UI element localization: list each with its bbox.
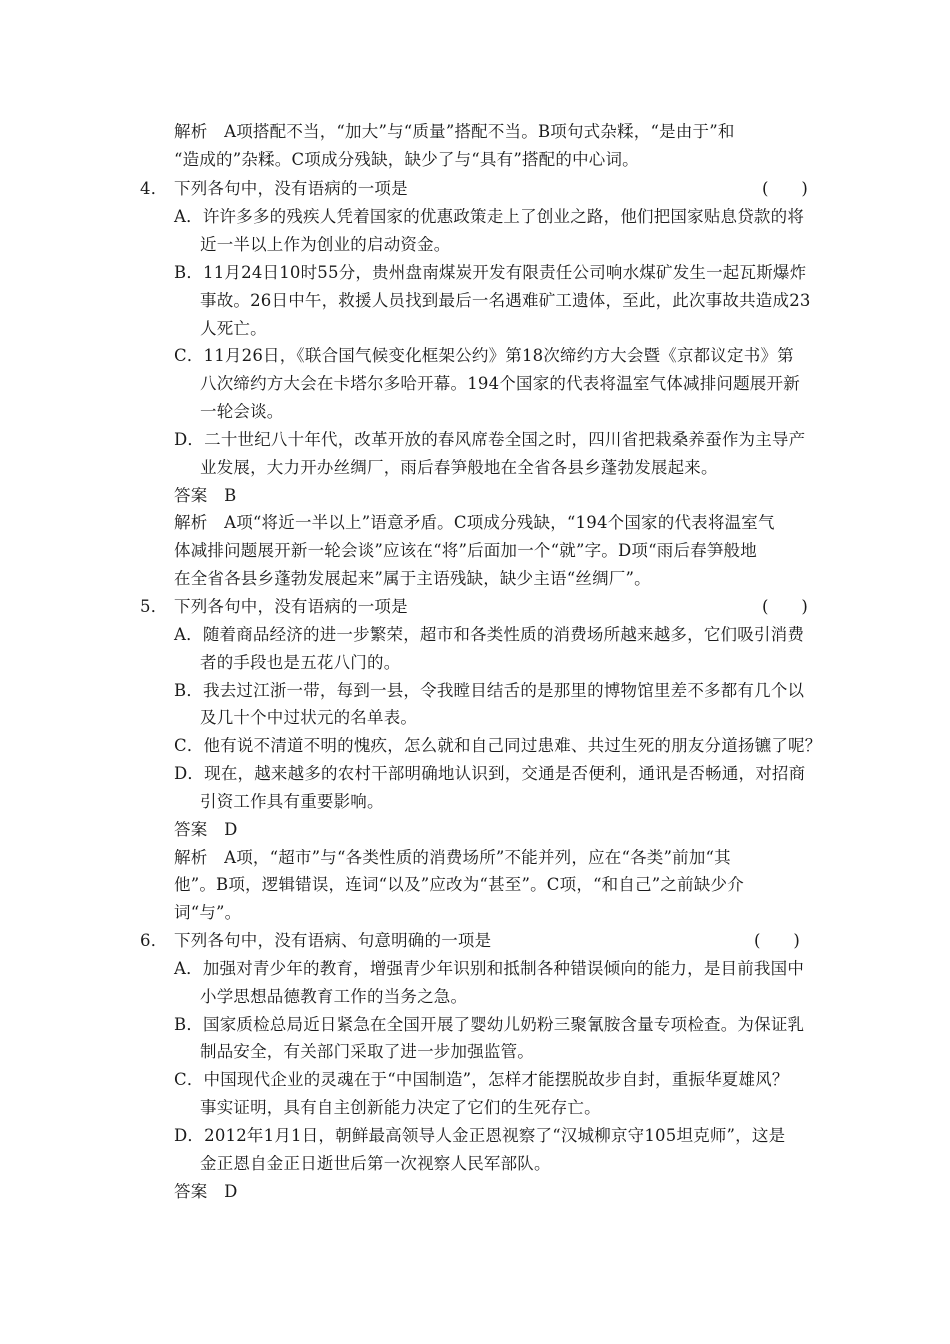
- question-stem: 下列各句中，没有语病、句意明确的一项是: [174, 931, 492, 950]
- answer-line: 答案 D: [174, 820, 238, 839]
- answer-line: 答案 D: [174, 1182, 238, 1201]
- analysis-line: 他”。B项，逻辑错误，连词“以及”应改为“甚至”。C项，“和自己”之前缺少介: [174, 875, 744, 894]
- option-b: B．我去过江浙一带，每到一县，令我瞠目结舌的是那里的博物馆里差不多都有几个以: [174, 681, 805, 700]
- answer-bracket: ( ): [762, 179, 808, 198]
- answer-bracket: ( ): [754, 931, 800, 950]
- option-c-cont: 八次缔约方大会在卡塔尔多哈开幕。194个国家的代表将温室气体减排问题展开新: [200, 374, 800, 393]
- analysis-line: 词“与”。: [174, 903, 242, 922]
- analysis-line: 在全省各县乡蓬勃发展起来”属于主语残缺，缺少主语“丝绸厂”。: [174, 569, 651, 588]
- question-stem: 下列各句中，没有语病的一项是: [174, 597, 408, 616]
- option-d-cont: 金正恩自金正日逝世后第一次视察人民军部队。: [200, 1154, 551, 1173]
- option-b-cont: 人死亡。: [200, 319, 267, 338]
- option-d-cont: 引资工作具有重要影响。: [200, 792, 384, 811]
- option-b-cont: 事故。26日中午，救援人员找到最后一名遇难矿工遗体，至此，此次事故共造成23: [200, 291, 811, 310]
- option-a-cont: 小学思想品德教育工作的当务之急。: [200, 987, 468, 1006]
- option-a: A．加强对青少年的教育，增强青少年识别和抵制各种错误倾向的能力，是目前我国中: [174, 959, 805, 978]
- option-a: A．许许多多的残疾人凭着国家的优惠政策走上了创业之路，他们把国家贴息贷款的将: [174, 207, 805, 226]
- question-stem: 下列各句中，没有语病的一项是: [174, 179, 408, 198]
- question-number: 5．: [140, 597, 168, 616]
- option-d-cont: 业发展，大力开办丝绸厂，雨后春笋般地在全省各县乡蓬勃发展起来。: [200, 458, 718, 477]
- analysis-line: 解析 A项“将近一半以上”语意矛盾。C项成分残缺，“194个国家的代表将温室气: [174, 513, 775, 532]
- option-c: C．中国现代企业的灵魂在于“中国制造”，怎样才能摆脱故步自封，重振华夏雄风？: [174, 1070, 789, 1089]
- option-c-cont: 事实证明，具有自主创新能力决定了它们的生死存亡。: [200, 1098, 601, 1117]
- option-b-cont: 及几十个中过状元的名单表。: [200, 708, 418, 727]
- option-a-cont: 近一半以上作为创业的启动资金。: [200, 235, 451, 254]
- answer-bracket: ( ): [762, 597, 808, 616]
- option-c: C．他有说不清道不明的愧疚，怎么就和自己同过患难、共过生死的朋友分道扬镳了呢？: [174, 736, 822, 755]
- option-a: A．随着商品经济的进一步繁荣，超市和各类性质的消费场所越来越多，它们吸引消费: [174, 625, 805, 644]
- option-b: B．国家质检总局近日紧急在全国开展了婴幼儿奶粉三聚氰胺含量专项检查。为保证乳: [174, 1015, 805, 1034]
- option-d: D．2012年1月1日，朝鲜最高领导人金正恩视察了“汉城柳京守105坦克师”，这是: [174, 1126, 786, 1145]
- option-d: D．二十世纪八十年代，改革开放的春风席卷全国之时，四川省把栽桑养蚕作为主导产: [174, 430, 806, 449]
- analysis-line: 体减排问题展开新一轮会谈”应该在“将”后面加一个“就”字。D项“雨后春笋般地: [174, 541, 757, 560]
- option-b-cont: 制品安全，有关部门采取了进一步加强监管。: [200, 1042, 534, 1061]
- option-c: C．11月26日，《联合国气候变化框架公约》第18次缔约方大会暨《京都议定书》第: [174, 346, 794, 365]
- option-b: B．11月24日10时55分，贵州盘南煤炭开发有限责任公司响水煤矿发生一起瓦斯爆炸: [174, 263, 807, 282]
- analysis-line: 解析 A项，“超市”与“各类性质的消费场所”不能并列，应在“各类”前加“其: [174, 848, 731, 867]
- answer-line: 答案 B: [174, 486, 237, 505]
- question-number: 6．: [140, 931, 168, 950]
- option-c-cont: 一轮会谈。: [200, 402, 284, 421]
- option-d: D．现在，越来越多的农村干部明确地认识到，交通是否便利，通讯是否畅通，对招商: [174, 764, 806, 783]
- question-number: 4．: [140, 179, 168, 198]
- analysis-line: “造成的”杂糅。C项成分残缺，缺少了与“具有”搭配的中心词。: [174, 150, 639, 169]
- option-a-cont: 者的手段也是五花八门的。: [200, 653, 401, 672]
- analysis-line: 解析 A项搭配不当，“加大”与“质量”搭配不当。B项句式杂糅，“是由于”和: [174, 122, 735, 141]
